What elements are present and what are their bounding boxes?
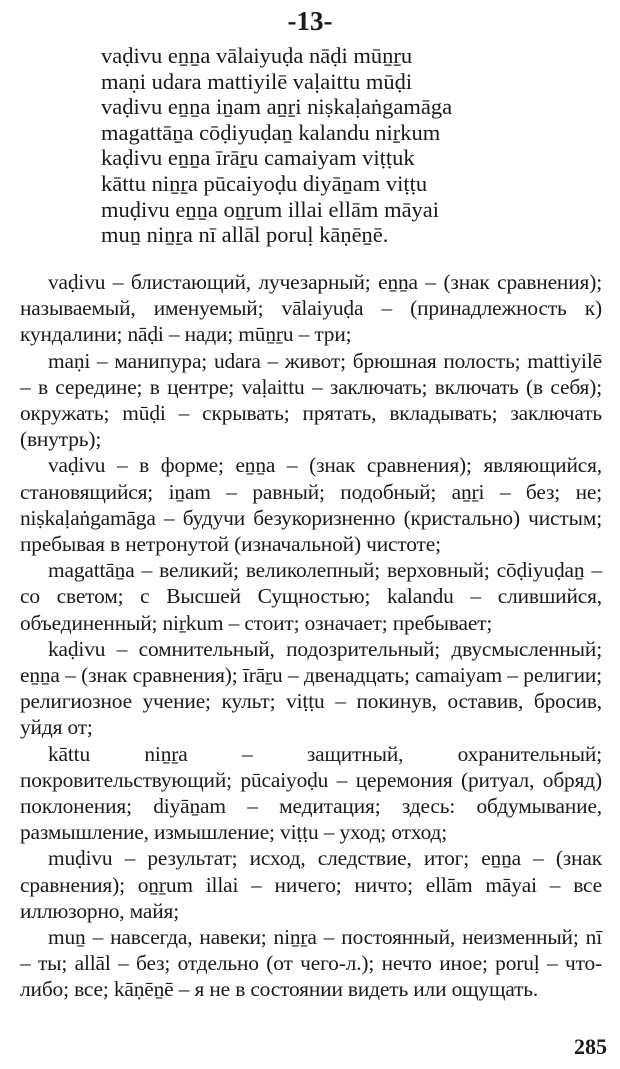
glossary-paragraph: vaḍivu – блистающий, лучезарный; eṉṉa – (знак сравнения); называемый, именуемый; vālaiyuḍa – (принадлежность к) кундалини; nāḍi – нади; mūṉṟu – три;	[20, 270, 602, 347]
verse-line: magattāṉa cōḍiyuḍaṉ kalandu niṟkum	[101, 119, 441, 145]
glossary-paragraph: maṇi – манипура; udara – живот; брюшная полость; mattiyilē – в середине; в центре; vaḷaittu – заключать; включать (в себя); окружать; mūḍi – скрывать; прятать, вкладывать; заключать (внутрь);	[20, 348, 602, 452]
glossary-paragraph: muḍivu – результат; исход, следствие, итог; eṉṉa – (знак сравнения); oṉṟum illai – ничего; ничто; ellām māyai – все иллюзорно, майя;	[20, 846, 602, 923]
glossary-paragraph: vaḍivu – в форме; eṉṉa – (знак сравнения); являющийся, становящийся; iṉam – равный; подобный; aṉṟi – без; не; niṣkaḷaṅgamāga – будучи безукоризненно (кристально) чистым; пребывая в нетронутой (изначальной) чистоте;	[20, 453, 602, 557]
verse-line: muḍivu eṉṉa oṉṟum illai ellām māyai	[101, 196, 440, 222]
verse-line: maṇi udara mattiyilē vaḷaittu mūḍi	[101, 68, 413, 94]
glossary-paragraph: magattāṉa – великий; великолепный; верховный; cōḍiyuḍaṉ – со светом; с Высшей Сущностью; kalandu – слившийся, объединенный; niṟkum – стоит; означает; пребывает;	[20, 558, 602, 635]
glossary-paragraph: kāttu niṉṟa – защитный, охранительный; покровительствующий; pūcaiyoḍu – церемония (ритуал, обряд) поклонения; diyāṉam – медитация; здесь: обдумывание, размышление, измышление; viṭṭu – уход; отход;	[20, 741, 602, 845]
glossary-block	[20, 269, 602, 1003]
glossary-paragraph: kaḍivu – сомнительный, подозрительный; двусмысленный; eṉṉa – (знак сравнения); īrāṟu – двенадцать; camaiyam – религии; религиозное учение; культ; viṭṭu – покинув, оставив, бросив, уйдя от;	[20, 636, 602, 740]
page-number: 285	[574, 1034, 607, 1059]
glossary-paragraph: muṉ – навсегда, навеки; niṉṟa – постоянный, неизменный; nī – ты; allāl – без; отдельно (от чего-л.); нечто иное; poruḷ – что-либо; все; kāṇēṉē – я не в состоянии видеть или ощущать.	[20, 925, 602, 1002]
verse-line: muṉ niṉṟa nī allāl poruḷ kāṇēṉē.	[101, 222, 389, 248]
page-header: -13-	[287, 6, 333, 36]
verse-line: vaḍivu eṉṉa vālaiyuḍa nāḍi mūṉṟu	[101, 43, 413, 68]
verse-line: vaḍivu eṉṉa iṉam aṉṟi niṣkaḷaṅgamāga	[101, 94, 453, 120]
verse-line: kāttu niṉṟa pūcaiyoḍu diyāṉam viṭṭu	[101, 170, 428, 196]
verse-block	[101, 43, 452, 248]
verse-line: kaḍivu eṉṉa īrāṟu camaiyam viṭṭuk	[101, 145, 415, 171]
